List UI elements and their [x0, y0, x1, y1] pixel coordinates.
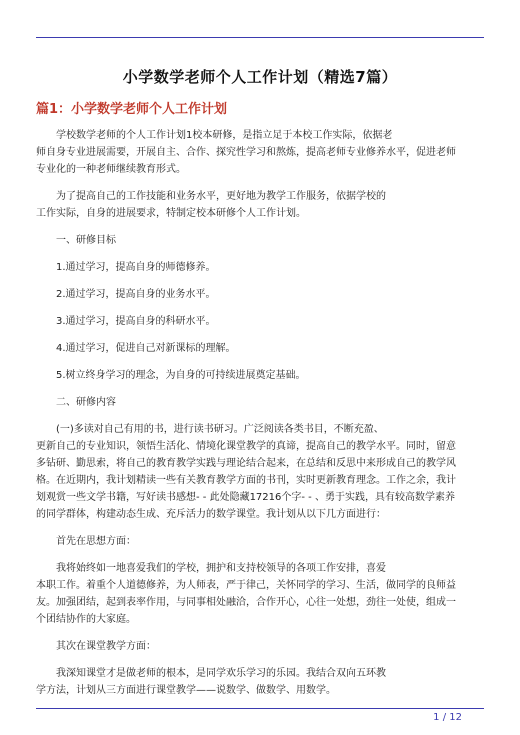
list-item — [36, 286, 484, 303]
text-line: 个团结协作的大家庭。 — [36, 614, 136, 625]
paragraph — [36, 421, 484, 523]
subheading-goals — [36, 232, 484, 249]
list-item — [36, 313, 484, 330]
text-line: 专业化的一种老师继续教育形式。 — [36, 164, 186, 175]
text-line: 学方法，计划从三方面进行课堂教学——说数学、做数学、用数学。 — [36, 685, 336, 696]
text-line: 我将始终如一地喜爱我们的学校，拥护和支持校领导的各项工作安排，喜爱 — [56, 563, 386, 574]
list-item — [36, 340, 484, 357]
text-line: 1.通过学习，提高自身的师德修养。 — [56, 262, 216, 273]
text-line: 学校数学老师的个人工作计划1校本研修，是指立足于本校工作实际，依据老 — [56, 130, 393, 141]
section-heading: 篇1：小学数学老师个人工作计划 — [36, 102, 228, 117]
paragraph — [36, 560, 484, 628]
text-line: 更新自己的专业知识，领悟生活化、情境化课堂教学的真谛，提高自己的教学水平。同时，留意 — [36, 441, 456, 452]
document-title: 小学数学老师个人工作计划（精选7篇） — [122, 68, 398, 86]
text-line: 的同学群体，构建动态生成、充斥活力的数学课堂。我计划从以下几方面进行： — [36, 509, 386, 520]
text-line: 划观赏一些文学书籍，写好读书感想- - 此处隐藏17216个字- - 、勇于实践，具有较高数学素养 — [36, 492, 455, 503]
paragraph — [36, 665, 484, 699]
footer-rule — [36, 708, 484, 709]
header-rule — [36, 37, 484, 38]
text-line: 二、研修内容 — [56, 397, 116, 408]
paragraph — [36, 127, 484, 178]
text-line: 本职工作。着重个人道德修养，为人师表，严于律己，关怀同学的学习、生活，做同学的良师益 — [36, 580, 456, 591]
text-line: 工作实际，自身的进展要求，特制定校本研修个人工作计划。 — [36, 208, 306, 219]
page-number: 1 / 12 — [433, 712, 462, 723]
text-line: 师自身专业进展需要，开展自主、合作、探究性学习和熬炼，提高老师专业修养水平，促进老师 — [36, 147, 456, 158]
text-line: 一、研修目标 — [56, 235, 116, 246]
text-line: 友。加强团结，起到表率作用，与同事相处融洽，合作开心，心往一处想，劲往一处使，组成一 — [36, 597, 456, 608]
text-line: 3.通过学习，提高自身的科研水平。 — [56, 316, 216, 327]
text-line: 格。在近期内，我计划精读一些有关教育教学方面的书刊，实时更新教育理念。工作之余，我计 — [36, 475, 456, 486]
subheading-classroom — [36, 638, 484, 655]
text-line: (一)多读对自己有用的书，进行读书研习。广泛阅读各类书目，不断充盈、 — [56, 424, 384, 435]
text-line: 多钻研、勤思索，将自己的教育教学实践与理论结合起来，在总结和反思中来形成自己的教学风 — [36, 458, 456, 469]
subheading-content — [36, 394, 484, 411]
text-line: 4.通过学习，促进自己对新课标的理解。 — [56, 343, 236, 354]
list-item — [36, 367, 484, 384]
text-line: 其次在课堂教学方面： — [56, 641, 156, 652]
subheading-thought — [36, 533, 484, 550]
text-line: 为了提高自己的工作技能和业务水平，更好地为教学工作服务，依据学校的 — [56, 191, 386, 202]
document-body — [36, 127, 484, 699]
text-line: 2.通过学习，提高自身的业务水平。 — [56, 289, 216, 300]
text-line: 5.树立终身学习的理念，为自身的可持续进展奠定基础。 — [56, 370, 306, 381]
text-line: 首先在思想方面： — [56, 536, 136, 547]
paragraph — [36, 188, 484, 222]
list-item — [36, 259, 484, 276]
text-line: 我深知课堂才是做老师的根本，是同学欢乐学习的乐园。我结合双向五环教 — [56, 668, 386, 679]
